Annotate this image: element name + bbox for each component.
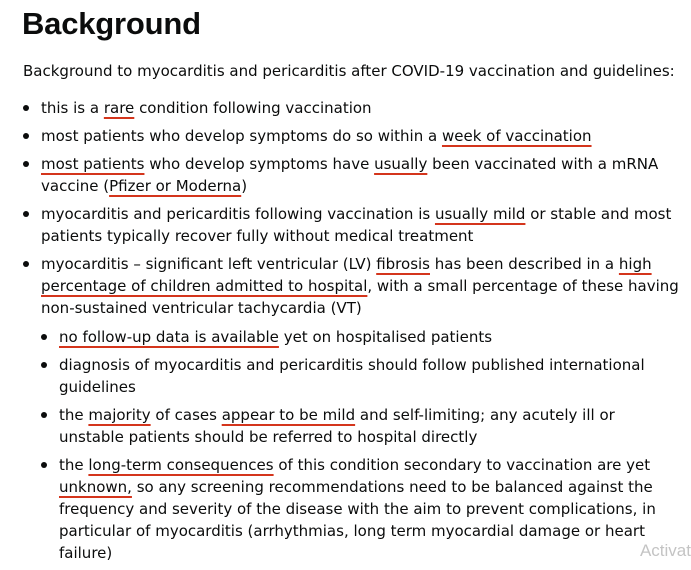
- text-span: ): [241, 177, 248, 195]
- underlined-text: high percentage of children admitted to hospital: [41, 255, 652, 295]
- underlined-text: usually: [374, 155, 428, 173]
- sub-list-item: [41, 354, 684, 398]
- sub-list-item: [41, 326, 684, 348]
- text-span: yet on hospitalised patients: [278, 328, 493, 346]
- text-span: diagnosis of myocarditis and pericarditis should follow published international guidelines: [59, 356, 645, 396]
- underlined-text: Pfizer or Moderna: [109, 177, 242, 195]
- sub-bullet-list: [41, 326, 684, 564]
- underlined-text: fibrosis: [376, 255, 430, 273]
- underlined-text: long-term consequences: [88, 456, 274, 474]
- section-heading: Background: [22, 6, 201, 41]
- text-span: the: [59, 456, 89, 474]
- underlined-text: no follow-up data is available: [59, 328, 279, 346]
- text-span: myocarditis – significant left ventricular (LV): [41, 255, 377, 273]
- text-span: or stable and most patients typically recover fully without medical treatment: [41, 205, 672, 245]
- text-span: this is a: [41, 99, 104, 117]
- text-span: so any screening recommendations need to be balanced against the frequency and severity of the disease with the aim to prevent complications, in particular of myocarditis (arrhythmias, long term myocardial damage or heart failure): [59, 478, 656, 562]
- text-span: who develop symptoms have: [144, 155, 375, 173]
- document-page: [22, 4, 684, 570]
- sub-list-item: [41, 454, 684, 564]
- windows-activation-watermark: Activat: [639, 541, 691, 560]
- list-item: [22, 203, 684, 247]
- underlined-text: rare: [103, 99, 135, 117]
- text-span: and self-limiting; any acutely ill or unstable patients should be referred to hospital directly: [59, 406, 615, 446]
- text-span: been vaccinated with a mRNA vaccine (: [41, 155, 659, 195]
- underlined-text: unknown,: [59, 478, 132, 496]
- underlined-text: appear to be mild: [221, 406, 356, 424]
- text-span: , with a small percentage of these having non-sustained ventricular tachycardia (VT): [41, 277, 679, 317]
- list-item: [22, 253, 684, 564]
- underlined-text: most patients: [41, 155, 145, 173]
- sub-list-item: [41, 404, 684, 448]
- text-span: the: [59, 406, 89, 424]
- text-span: condition following vaccination: [134, 99, 372, 117]
- underlined-text: week of vaccination: [441, 127, 592, 145]
- text-span: has been described in a: [430, 255, 619, 273]
- underlined-text: usually mild: [434, 205, 526, 223]
- text-span: most patients who develop symptoms do so within a: [41, 127, 442, 145]
- list-item: [22, 153, 684, 197]
- text-span: myocarditis and pericarditis following vaccination is: [41, 205, 435, 223]
- bullet-list: [22, 97, 684, 564]
- intro-paragraph: Background to myocarditis and pericarditis after COVID-19 vaccination and guidelines:: [23, 62, 675, 80]
- text-span: of this condition secondary to vaccination are yet: [273, 456, 651, 474]
- text-span: of cases: [150, 406, 222, 424]
- underlined-text: majority: [88, 406, 151, 424]
- list-item: [22, 125, 684, 147]
- list-item: [22, 97, 684, 119]
